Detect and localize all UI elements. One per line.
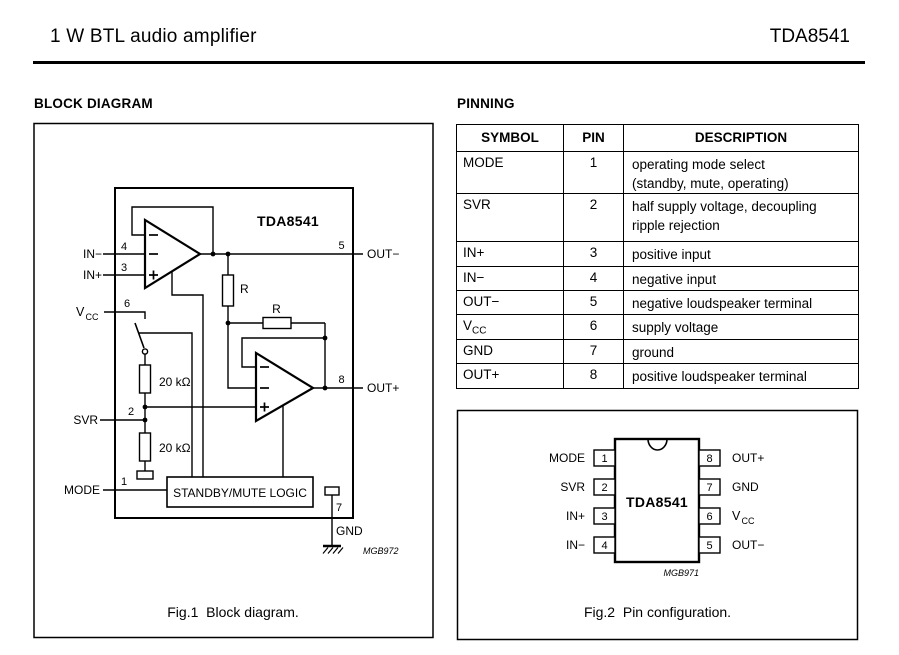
symbol-cell: OUT− [457, 291, 564, 315]
col-header-description: DESCRIPTION [624, 125, 859, 152]
pin-4-label: IN− [565, 538, 585, 552]
in-plus-label: IN+ [82, 268, 102, 282]
description-line: ripple rejection [632, 218, 720, 233]
page-title: 1 W BTL audio amplifier [50, 26, 257, 47]
fig2-right-pins [699, 450, 764, 553]
pin-number-7: 7 [335, 502, 343, 514]
gnd-label: GND [336, 524, 363, 538]
fig2-caption: Fig.2 Pin configuration. [583, 604, 732, 620]
pin-cell: 4 [564, 267, 624, 291]
pin-cell: 6 [564, 315, 624, 340]
description-line: negative loudspeaker terminal [632, 296, 813, 311]
symbol-cell: GND [457, 340, 564, 364]
symbol-cell: SVR [457, 194, 564, 242]
col-header-symbol: SYMBOL [457, 125, 564, 152]
pin-cell: 7 [564, 340, 624, 364]
fig1-caption: Fig.1 Block diagram. [167, 604, 299, 620]
pin-3-label: IN+ [565, 509, 585, 523]
pin-box-4-number: 4 [601, 540, 608, 552]
pin-number-1: 1 [120, 476, 128, 488]
gnd-internal-box [325, 487, 339, 495]
vcc-label: V [76, 305, 85, 319]
pin-box-8-number: 8 [706, 453, 713, 465]
resistor-20k-lower-label: 20 kΩ [159, 441, 191, 455]
col-header-pin: PIN [564, 125, 624, 152]
pin-number-8: 8 [338, 374, 345, 386]
symbol-cell: OUT+ [457, 364, 564, 389]
part-number: TDA8541 [769, 26, 850, 47]
pin-box-6-number: 6 [706, 511, 713, 523]
fig2-left-pins [549, 450, 615, 553]
fig1-block-diagram [34, 124, 433, 638]
pin-cell: 8 [564, 364, 624, 389]
fig2-drawing-code: MGB971 [663, 568, 699, 578]
r-horizontal-label: R [272, 302, 281, 316]
ground-symbol [323, 546, 343, 554]
pin-number-6: 6 [123, 298, 131, 310]
pin-cell: 1 [564, 152, 624, 194]
in-minus-label: IN− [82, 247, 102, 261]
pin-6-label: V [732, 509, 741, 523]
pin-5-label: OUT− [732, 538, 765, 552]
fig1-chip-label: TDA8541 [257, 213, 320, 229]
pinning-heading: PINNING [457, 96, 515, 111]
pin-number-5: 5 [338, 240, 345, 252]
description-line: half supply voltage, decoupling [632, 199, 817, 214]
pin-6-label-subscript: CC [741, 516, 755, 526]
pin-box-2-number: 2 [601, 482, 608, 494]
resistor-20k-lower [140, 433, 151, 461]
description-line: (standby, mute, operating) [632, 176, 789, 191]
standby-mute-logic-label: STANDBY/MUTE LOGIC [173, 486, 307, 500]
pin-box-5-number: 5 [706, 540, 713, 552]
pin-2-label: SVR [560, 480, 585, 494]
description-line: ground [632, 345, 675, 360]
description-line: negative input [632, 272, 717, 287]
svr-label: SVR [73, 413, 98, 427]
resistor-20k-upper [140, 365, 151, 393]
description-line: operating mode select [632, 157, 765, 172]
pin-number-2: 2 [127, 406, 135, 418]
pin-box-7-number: 7 [706, 482, 713, 494]
vcc-symbol: V [463, 318, 473, 333]
mode-label: MODE [64, 483, 100, 497]
fig1-drawing-code: MGB972 [363, 546, 399, 556]
symbol-cell: IN+ [457, 242, 564, 267]
resistor-20k-upper-label: 20 kΩ [159, 375, 191, 389]
pin-7-label: GND [732, 480, 759, 494]
vcc-subscript: CC [472, 325, 487, 337]
symbol-cell: MODE [457, 152, 564, 194]
out-plus-label: OUT+ [367, 381, 400, 395]
out-minus-label: OUT− [367, 247, 400, 261]
pin-number-3: 3 [120, 262, 128, 274]
description-line: positive input [632, 247, 711, 262]
r-vertical-label: R [240, 282, 249, 296]
block-diagram-heading: BLOCK DIAGRAM [34, 96, 153, 111]
fig2-pin-configuration [458, 411, 858, 640]
pin-number-4: 4 [120, 241, 128, 253]
vcc-switch [135, 323, 148, 354]
description-line: supply voltage [632, 320, 719, 335]
pin-cell: 5 [564, 291, 624, 315]
pin-1-label: MODE [549, 451, 585, 465]
feedback-resistor-vertical [223, 275, 234, 306]
pin-box-1-number: 1 [601, 453, 608, 465]
symbol-cell: IN− [457, 267, 564, 291]
description-line: positive loudspeaker terminal [632, 369, 807, 384]
pin-cell: 3 [564, 242, 624, 267]
fig2-chip-label: TDA8541 [625, 494, 689, 510]
pin-box-3-number: 3 [601, 511, 608, 523]
pin-cell: 2 [564, 194, 624, 242]
pin-8-label: OUT+ [732, 451, 765, 465]
feedback-resistor-horizontal [263, 318, 291, 329]
vcc-label-subscript: CC [85, 312, 99, 322]
divider-termination-box [137, 471, 153, 479]
